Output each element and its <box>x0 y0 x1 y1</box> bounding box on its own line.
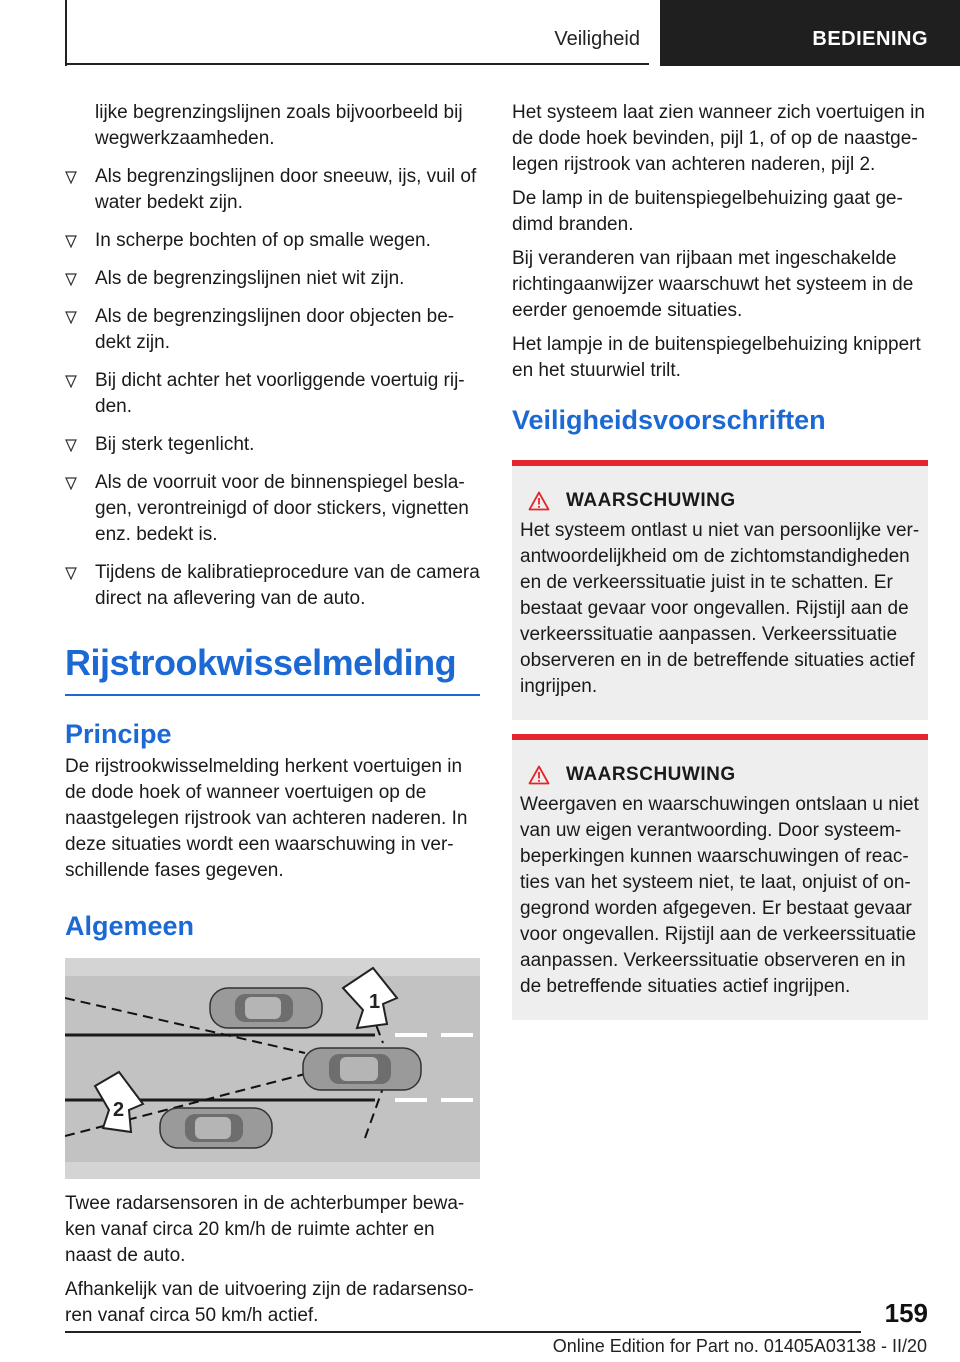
footer-rule <box>65 1331 861 1333</box>
right-paragraph: Het systeem laat zien wanneer zich voertuigen in de dode hoek bevinden, pijl 1, of op de naastge-legen rijstrook van achteren naderen, pijl 2. <box>512 102 925 175</box>
warning-box <box>512 460 928 720</box>
limitation-list <box>65 164 480 612</box>
svg-text:1: 1 <box>369 991 381 1013</box>
header-left-rule <box>65 0 67 66</box>
list-item: Tijdens de kalibratieprocedure van de camera direct na aflevering van de auto. <box>65 560 480 612</box>
section-heading: Rijstrookwisselmelding <box>65 642 480 696</box>
warning-triangle-icon <box>528 491 550 511</box>
right-paragraph: Het lampje in de buitenspiegelbehuizing knippert en het stuurwiel trilt. <box>512 334 921 381</box>
car-top <box>210 988 322 1028</box>
list-item: Bij sterk tegenlicht. <box>65 432 480 458</box>
principe-heading: Principe <box>65 719 172 749</box>
header-chapter-tab <box>660 0 960 66</box>
warning-text: Weergaven en waarschuwingen ontslaan u niet van uw eigen verantwoording. Door systeem-beperkingen kunnen waarschuwingen of reac-ties van het systeem niet, te laat, onjuist of on-gegrond worden afgegeven. Er bestaat gevaar voor ongevallen. Rijstijl aan de verkeerssituatie aanpassen. Verkeerssituatie observeren en in de betreffende situaties actief ingrijpen. <box>520 794 919 997</box>
right-column <box>512 100 928 1034</box>
svg-text:2: 2 <box>113 1099 125 1121</box>
car-own <box>303 1048 421 1090</box>
list-item: Als begrenzingslijnen door sneeuw, ijs, vuil of water bedekt zijn. <box>65 164 480 216</box>
bullet-triangle-icon <box>65 171 77 184</box>
warning-text: Het systeem ontlast u niet van persoonlijke ver-antwoordelijkheid om de zichtomstandigheden en de verkeerssituatie juist in te schatten. Er bestaat gevaar voor ongevallen. Rijstijl aan de verkeerssituatie aanpassen. Verkeerssituatie observeren en in de betreffende situaties actief ingrijpen. <box>520 520 920 697</box>
warning-triangle-icon <box>528 765 550 785</box>
list-item: Als de voorruit voor de binnenspiegel besla-gen, verontreinigd of door stickers, vignetten enz. bedekt is. <box>65 470 480 548</box>
radar-text-2: Afhankelijk van de uitvoering zijn de radarsenso-ren vanaf circa 50 km/h actief. <box>65 1279 474 1326</box>
list-item: Als de begrenzingslijnen door objecten be-dekt zijn. <box>65 304 480 356</box>
warning-box <box>512 734 928 1020</box>
continued-bullet-text: lijke begrenzingslijnen zoals bijvoorbeeld bij wegwerkzaamheden. <box>95 102 463 149</box>
bullet-triangle-icon <box>65 311 77 324</box>
algemeen-heading: Algemeen <box>65 911 195 941</box>
lane-change-illustration <box>65 958 480 1179</box>
warning-title: WAARSCHUWING <box>566 764 736 785</box>
right-paragraph: De lamp in de buitenspiegelbehuizing gaat ge-dimd branden. <box>512 188 903 235</box>
header-bottom-rule <box>65 63 649 65</box>
bullet-triangle-icon <box>65 477 77 490</box>
list-item: Bij dicht achter het voorliggende voertuig rij-den. <box>65 368 480 420</box>
list-item: In scherpe bochten of op smalle wegen. <box>65 228 480 254</box>
page-number: 159 <box>884 1298 928 1328</box>
principe-text: De rijstrookwisselmelding herkent voertuigen in de dode hoek of wanneer voertuigen op de naastgelegen rijstrook van achteren naderen. In deze situaties wordt een waarschuwing in ver-schillende fases gegeven. <box>65 756 468 881</box>
list-item: Als de begrenzingslijnen niet wit zijn. <box>65 266 480 292</box>
car-bottom <box>160 1108 272 1148</box>
bullet-triangle-icon <box>65 273 77 286</box>
warning-title: WAARSCHUWING <box>566 490 736 511</box>
bullet-triangle-icon <box>65 235 77 248</box>
bullet-triangle-icon <box>65 375 77 388</box>
left-column <box>65 100 480 1337</box>
right-paragraph: Bij veranderen van rijbaan met ingeschakelde richtingaanwijzer waarschuwt het systeem in de eerder genoemde situaties. <box>512 248 914 321</box>
safety-heading: Veiligheidsvoorschriften <box>512 405 826 435</box>
header-section-title: Veiligheid <box>554 28 640 50</box>
radar-text-1: Twee radarsensoren in de achterbumper bewa-ken vanaf circa 20 km/h de ruimte achter en naast de auto. <box>65 1193 465 1266</box>
bullet-triangle-icon <box>65 439 77 452</box>
header-chapter-label: BEDIENING <box>812 28 928 50</box>
bullet-triangle-icon <box>65 567 77 580</box>
footer-edition-text: Online Edition for Part no. 01405A03138 - II/20 <box>552 1336 927 1356</box>
